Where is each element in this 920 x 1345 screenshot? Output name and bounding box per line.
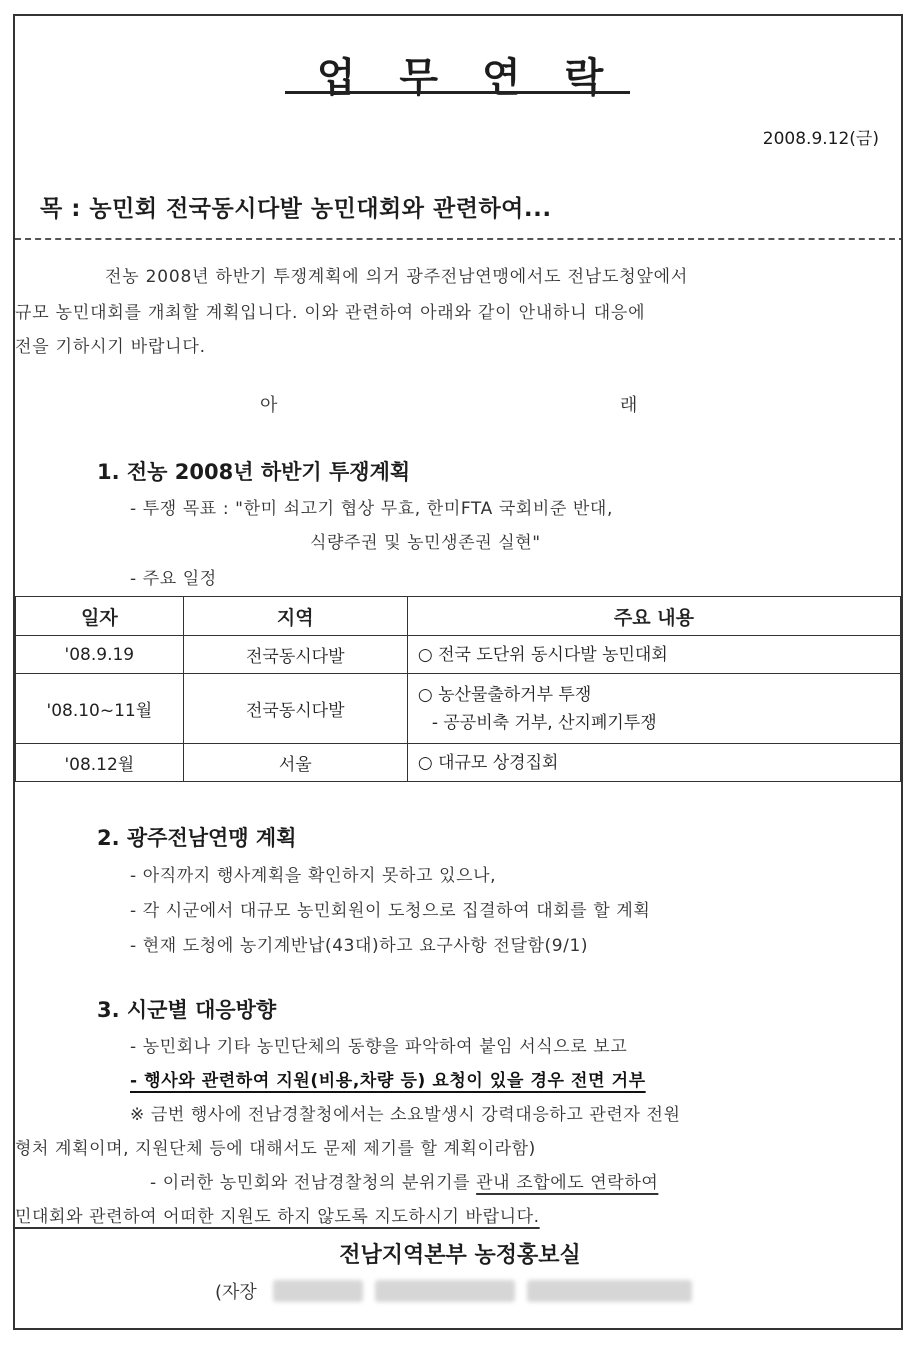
section-item: - 투쟁 목표 : "한미 쇠고기 협상 무효, 한미FTA 국회비준 반대,	[130, 499, 613, 519]
content-line: ○ 대규모 상경집회	[417, 752, 559, 773]
table-row	[16, 636, 901, 674]
section-item: - 아직까지 행사계획을 확인하지 못하고 있으나,	[130, 866, 497, 886]
column-header: 주요 내용	[407, 597, 900, 636]
section-item: 형처 계획이며, 지원단체 등에 대해서도 문제 제기를 할 계획이라함)	[15, 1139, 536, 1159]
table-header-row	[16, 597, 901, 636]
intro-line: 전농 2008년 하반기 투쟁계획에 의거 광주전남연맹에서도 전남도청앞에서	[105, 267, 689, 287]
redacted-name	[273, 1280, 363, 1302]
ar-left: 아	[260, 395, 278, 416]
notice-text-underlined: 관내 조합에도 연락하여	[476, 1173, 659, 1193]
section-heading: 1. 전농 2008년 하반기 투쟁계획	[97, 460, 411, 484]
intro-line: 규모 농민대회를 개최할 계획입니다. 이와 관련하여 아래와 같이 안내하니 대응에	[15, 303, 646, 323]
section-item: 식량주권 및 농민생존권 실현"	[310, 533, 541, 553]
subject-divider	[15, 238, 903, 240]
section-item	[150, 1168, 658, 1193]
schedule-table	[15, 596, 901, 782]
cell-date: '08.12월	[16, 744, 184, 782]
column-header: 일자	[16, 597, 184, 636]
cell-content	[407, 744, 900, 782]
document-date: 2008.9.12(금)	[762, 129, 879, 149]
redacted-contact	[527, 1280, 692, 1302]
intro-line: 전을 기하시기 바랍니다.	[15, 337, 206, 357]
document-page	[13, 14, 903, 1330]
section-item-emphasis: - 행사와 관련하여 지원(비용,차량 등) 요청이 있을 경우 전면 거부	[130, 1071, 646, 1091]
cell-content	[407, 636, 900, 674]
table-row	[16, 744, 901, 782]
cell-region: 서울	[183, 744, 407, 782]
document-subject: 목 : 농민회 전국동시다발 농민대회와 관련하여...	[40, 196, 552, 222]
section-item: ※ 금번 행사에 전남경찰청에서는 소요발생시 강력대응하고 관련자 전원	[130, 1105, 681, 1125]
cell-date: '08.10~11월	[16, 674, 184, 744]
table-row	[16, 674, 901, 744]
cell-content	[407, 674, 900, 744]
content-line: - 공공비축 거부, 산지폐기투쟁	[431, 712, 657, 733]
column-header: 지역	[183, 597, 407, 636]
contact-label: (자장	[215, 1282, 257, 1303]
redacted-phone	[375, 1280, 515, 1302]
notice-text: - 이러한 농민회와 전남경찰청의 분위기를	[150, 1173, 471, 1193]
section-heading: 2. 광주전남연맹 계획	[97, 826, 297, 850]
section-heading: 3. 시군별 대응방향	[97, 998, 277, 1022]
ar-right: 래	[620, 395, 638, 416]
section-item: - 농민회나 기타 농민단체의 동향을 파악하여 붙임 서식으로 보고	[130, 1037, 628, 1057]
cell-date: '08.9.19	[16, 636, 184, 674]
section-item-underlined: 민대회와 관련하여 어떠한 지원도 하지 않도록 지도하시기 바랍니다.	[15, 1207, 540, 1227]
content-line: ○ 전국 도단위 동시다발 농민대회	[417, 644, 668, 665]
content-line: ○ 농산물출하거부 투쟁	[417, 684, 592, 705]
cell-region: 전국동시다발	[183, 636, 407, 674]
title-underline	[285, 91, 630, 94]
section-item: - 현재 도청에 농기계반납(43대)하고 요구사항 전달함(9/1)	[130, 936, 589, 956]
cell-region: 전국동시다발	[183, 674, 407, 744]
signature: 전남지역본부 농정홍보실	[339, 1243, 581, 1268]
document-title: 업무연락	[316, 55, 648, 101]
section-item: - 각 시군에서 대규모 농민회원이 도청으로 집결하여 대회를 할 계획	[130, 901, 651, 921]
section-item: - 주요 일정	[130, 569, 217, 589]
